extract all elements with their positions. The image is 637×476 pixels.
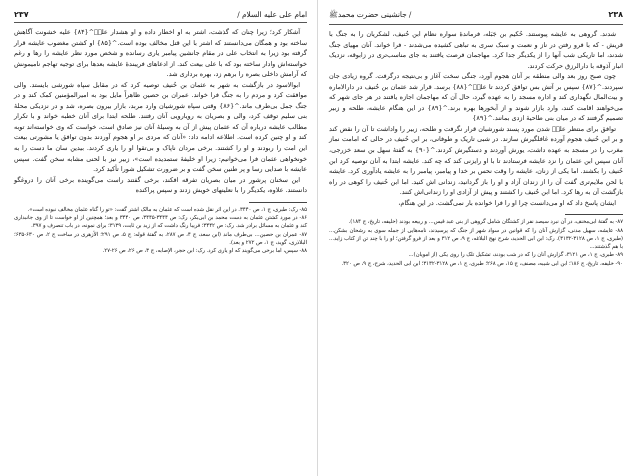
paragraph: ایشان پاسخ داد که او می‌دانست چرا او را فرا خوانده بار نمی‌گشت. در این هنگام، [398, 198, 616, 207]
running-head-title: / جانشینی حضرت محمدﷺ [329, 10, 412, 19]
footnote: ۹۰- خلیفه، تاریخ، ج ۱۸۶؛ ابن ابی شیبه، مصنف، ج ۱۵، ص ۲۶۸؛ طبری، ج ۱، ص ۳۱۲۸-۳۱۳۲؛ ابن ابی الحدید، شرح، ج ۹، ص ۳۲۰. [341, 260, 623, 267]
footnote-divider [565, 214, 623, 215]
footnote-divider [249, 202, 307, 203]
paragraph: آشکار کرد؛ زیرا چنان که گذشت، اشتر به او اخطار داده و او هشدار علیؑ^{۸۴} علیه خشونت آگاهش ساخته بود و همگان می‌دانستند که اشتر با این قتل مخالف بوده است.^{۸۵} او کشتن مغضوب عایشه قرار گرفته بود زیرا به انتخاب علی در مقام جانشین پیامبر یاری رسانده و شخص مورد نظر عایشه را رها و رغم خواسته‌اش وادار ساخته بود که با علی بیعت کند. از ادعاهای فریبندهٔ عایشه بعدها برای توجیه تهاجم نامیمونش که آرامش داخلی بصره را برهم زد، بهره برداری شد. [14, 28, 307, 79]
left-page [0, 0, 318, 476]
footnote: ۸۸- سپس، اما برخی می‌گویند که او یاری کرد. رک: ابن حجر، الإصابه، ج ۳، ص ۲۶، ص ۲۶-۲۷. [102, 248, 307, 255]
body-text [329, 29, 623, 208]
footnotes [329, 218, 623, 268]
footnotes [14, 206, 307, 256]
page-number: ۲۳۸ [608, 10, 623, 19]
page-number: ۲۳۷ [14, 10, 29, 19]
footnote: ۸۵- رک: طبری، ج ۱، ص ۳۴۴۰. در این اثر نقل شده است که عثمان به مالک اشتر گفت: «تو را گناه عثمان مخالف نبوده است». [27, 206, 307, 213]
running-head [14, 10, 307, 23]
running-head [329, 10, 623, 25]
footnote: ۸۶- در مورد کشتن عثمان به دست محمد بن ابی‌بکر، رک: ص ۳۴۴۴-۳۴۴۵، ص ۳۴۴۰ و بعد؛ همچنین از او خواست تا از وی جانبداری کند و عثمان به مسائل برادر شد. رک: ص ۳۴۴۲؛ فریبا رنگ داشت که از زید بن ثابت، ۳۱۳۹؛ برای نمونه، در باب تنصرف و ۳۹۷. [14, 215, 308, 230]
paragraph: توافق برای منتظر علیؑ شدن مورد پسند شورشیان قرار نگرفت و طلحه، زبیر را واداشت تا آن را نقض کند و بر ابن حُنیف هجوم آورده غافلگیرش سازند. در شبی تاریک و طوفانی، بر ابن حُنیف در حالی که امامت نماز مغرب را در مسجد به عهده داشت، یورش آوردند و دستگیرش کردند.^{۹۰} به گفتهٔ سهل بن سعد خزرجی، آنان سپس ابن عثمان را نزد عایشه فرستادند تا با او رایزنی کند که چه کند. عایشه ابتدا به آنان توصیه کرد ابن حُنیف را بکشند. اما یکی از زنان، عایشه را وقت نحس بر خدا و پیامبر، پیامبر را به عایشه یادآوری کرد. عایشه با لحن ملایم‌تری گفت آن را از زندان آزاد و او را باز گردانید، زندانی اش کنید. اما ابن حُنیف را کوهی در راه بازگشت آن به رها کرد. اما ابن حُنیف را کشتند و پیش از آزادی او را زندانی‌اش کنند. [329, 124, 623, 197]
paragraph: ابوالاسود در بازگشت به شهر به عثمان بن حُنیف توصیه کرد که در مقابل سپاه شورشی بایستد. والی موافقت کرد و مردم را به جنگ فرا خواند. عمران بن حصین ظاهراً مایل بود به امیرالمؤمنین کمک کند و در جنگ جمل بی‌طرف ماند.^{۸۶} وقتی سپاه شورشیان وارد مربد، بازار بیرون بصره، شد و در نزدیکی محلهٔ بنی سلیم توقف کرد، والی و بصریان به رویارویی آنان رفتند. طلحه ابتدا برای آنان خطبه خواند و با تکرار مطالب عایشه درباره آن که عثمان پیش از آن به وسیلهٔ آنان نیز صادق است، خواست که وی خواسته‌اند توبه کند و او چنین کرده است. اطلاعه ادامه داد: «آنان که مردی بر او هجوم آوردند بدون توافق یا مشورتی بیعت این امت را ربودند و او را کشتند. برخی مردان ناپاک و بی‌تقوا او را یاری کردند. بیدین سان ما دست را به خونخواهی عثمان فرا می‌خوانیم: زیرا او خلیفهٔ ستمدیده است»، زبیر نیز با لحنی مشابه سخن گفت. سپس عایشه با صدایی رسا و پر طنین سخن گفت و بر ضرورت تشکیل شورا تأکید کرد. [14, 80, 308, 174]
paragraph: چون صبح روز بعد والی منطقه بر آنان هجوم آورد، جنگی سخت آغاز و بی‌نتیجه درگرفت. گروه زیادی جان سپردند.^{۸۷} سپس بر آتش بس توافق کردند تا علیؑ^{۸۸} برسد. قرار شد عثمان بن حُنیف در دارالاماره و بیت‌المال نگهداری کند و اداره مسجد را به عهده گیرد، حال آن که مهاجمان اجازه یافتند در هر جای شهر که می‌خواهند اقامت کنند، وارد بازار شوند و از آبخورها بهره برند.^{۸۹} در این هنگام عایشه، طلحه و زبیر تصمیم گرفتند که در میان بنی طاحیهٔ ازدی بمانند.^{۸۹} [329, 72, 623, 123]
paragraph: این سخنان پرشور در میان بصریان تفرقه افکند، برخی گفتند راست می‌گوینده برخی آنان را دروغگو دانستند. علاوه، یکدیگر را با نعلینهای خویش زدند و سپس پراکنده [14, 175, 307, 195]
paragraph: شدند. گروهی به عایشه پیوستند. حُکیم بن جَبَله، فرماندهٔ سواره نظام ابن حُنیف، لشکریان را به جنگ با قریش - که با فرو رفتن در ناز و نعمت و سبک سری به تباهی کشیده می‌شدند - فرا خواند. آنان مهیای جنگ شدند، اما تاریکی شب آنها را از یکدیگر جدا کرد. مهاجمان فرصت یافتند به جای مناسب‌تری در زابوقه، نزدیک انبار آذوقه با دارالرزق حرکت کردند. [329, 30, 623, 70]
footnote: ۸۷- عمران بن حصین... بی‌طرف ماند (ابن سعد، ج ۴، ص ۲۸۷، به گفتهٔ قوله: ج ۵، ص ۲۹۱؛ الأزهری در ساخت ج ۲، ص ۶۳۰-۶۳۵؛ البلاذری، گوید، ج ۱، ص ۲۷۲ و بعد). [14, 231, 308, 246]
footnote: ۸۷- به گفتهٔ ابی‌مخنف، در آن نبرد سیصد نفر از کشتگان شامل گروهی از بنی عبد قیس... و ربیعه بودند (خلیفه، تاریخ، ج ۱۸۴). [348, 219, 623, 226]
running-head-title: امام علی علیه السلام / [237, 10, 307, 19]
footnote: ۸۸- عایشه، سهیل مدنی، گزارش آنان را که قوانین در سواد شهر از جنگ که پرسیدند، نامه‌هایی از جمله سوی به رشحان بشکن... (طبری، ج ۱، ص ۳۱۲۸-۳۱۳۲). رک: ابن ابی الحدید، شرح نهج البلاغه، ج ۹، ص ۳۱۲ و بعد از فرو گرفتن؛ او را با چند تن از کتاب زاید... با هم گذشتند... [329, 227, 623, 251]
footnote: ۸۹- طبری، ج ۱، ص ۳۱۲۱، گزارش آنان را که در شب بودند، تشکیل تلک را روی یکی (از امویان)... [408, 252, 623, 259]
right-page [319, 0, 637, 476]
body-text [14, 27, 307, 196]
